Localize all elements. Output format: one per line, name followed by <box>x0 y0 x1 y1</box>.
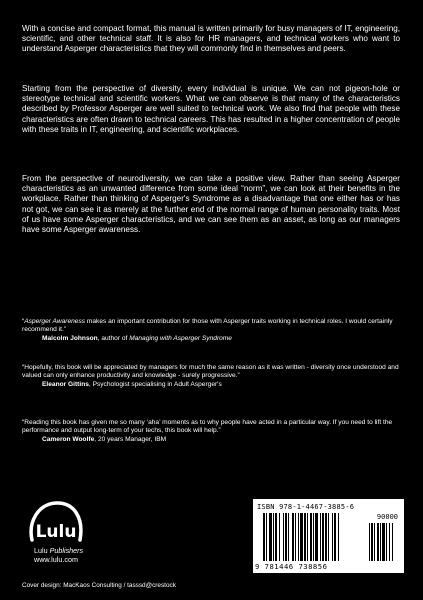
lulu-logo-icon <box>26 500 86 546</box>
isbn-barcode <box>253 499 404 573</box>
cover-credit: Cover design: MacKaos Consulting / tasssd@crestock <box>22 582 176 589</box>
publisher-url[interactable]: www.lulu.com <box>34 555 78 564</box>
testimonial-3-attribution: Cameron Woolfe, 20 years Manager, IBM <box>42 435 167 443</box>
diversity-paragraph: Starting from the perspective of diversity, every individual is unique. We can not pigeon-hole or stereotype technical and scientific workers. What we can observe is that many of the characteristics described by Professor Asperger are well suited to technical work. We also find that people with these characteristics are often drawn to technical careers. This has resulted in a higher concentration of people with these traits in IT, engineering, and scientific workplaces. <box>22 84 400 134</box>
intro-paragraph: With a concise and compact format, this manual is written primarily for busy managers of IT, engineering, scientific, and other technical staff. It is also for HR managers, and technical workers who want to understand Asperger characteristics that they will commonly find in themselves and peers. <box>22 24 400 54</box>
price-code: 90000 <box>376 513 398 521</box>
publisher-logo <box>26 500 96 564</box>
neurodiversity-paragraph: From the perspective of neurodiversity, we can take a positive view. Rather than seeing Asperger characteristics as an unwanted difference from some ideal “norm”, we can look at their benefits in the workplace. Rather than thinking of Asperger's Syndrome as a disadvantage that one either has or has not got, we can see it as merely at the further end of the normal range of human personality traits. Most of us have some Asperger characteristics, and we can see them as an asset, as long as our managers have some Asperger awareness. <box>22 174 400 235</box>
book-title: Asperger Awareness <box>24 318 86 325</box>
testimonial-2-attribution: Eleanor Gittins, Psychologist specialising in Adult Asperger's <box>42 380 222 388</box>
testimonial-2: “Hopefully, this book will be appreciated by managers for much the same reason as it was written - diversity once understood and valued can only enhance productivity and knowledge - surely progressive.” Eleanor Gittins, Psychologist specialising in Adult Asperger's <box>22 364 399 388</box>
publisher-name: Lulu Publishers <box>34 546 84 555</box>
testimonial-1-attribution: Malcolm Johnson, author of Managing with Asperger Syndrome <box>42 334 232 342</box>
svg-text:Lulu: Lulu <box>35 522 77 542</box>
isbn-label: ISBN 978-1-4467-3885-6 <box>257 503 355 511</box>
testimonial-3: “Reading this book has given me so many ‘aha’ moments as to why people have acted in a particular way. If you need to lift the performance and output long-term of your techs, this book will help.” Cameron Woolfe, 20 years Manager, IBM <box>22 419 400 444</box>
testimonial-1: “Asperger Awareness makes an important contribution for those with Asperger traits working in technical roles. I would certainly recommend it.” Malcolm Johnson, author of Managing with Asperger Syndrome <box>22 318 400 343</box>
barcode-digits: 9 781446 738856 <box>255 562 328 571</box>
